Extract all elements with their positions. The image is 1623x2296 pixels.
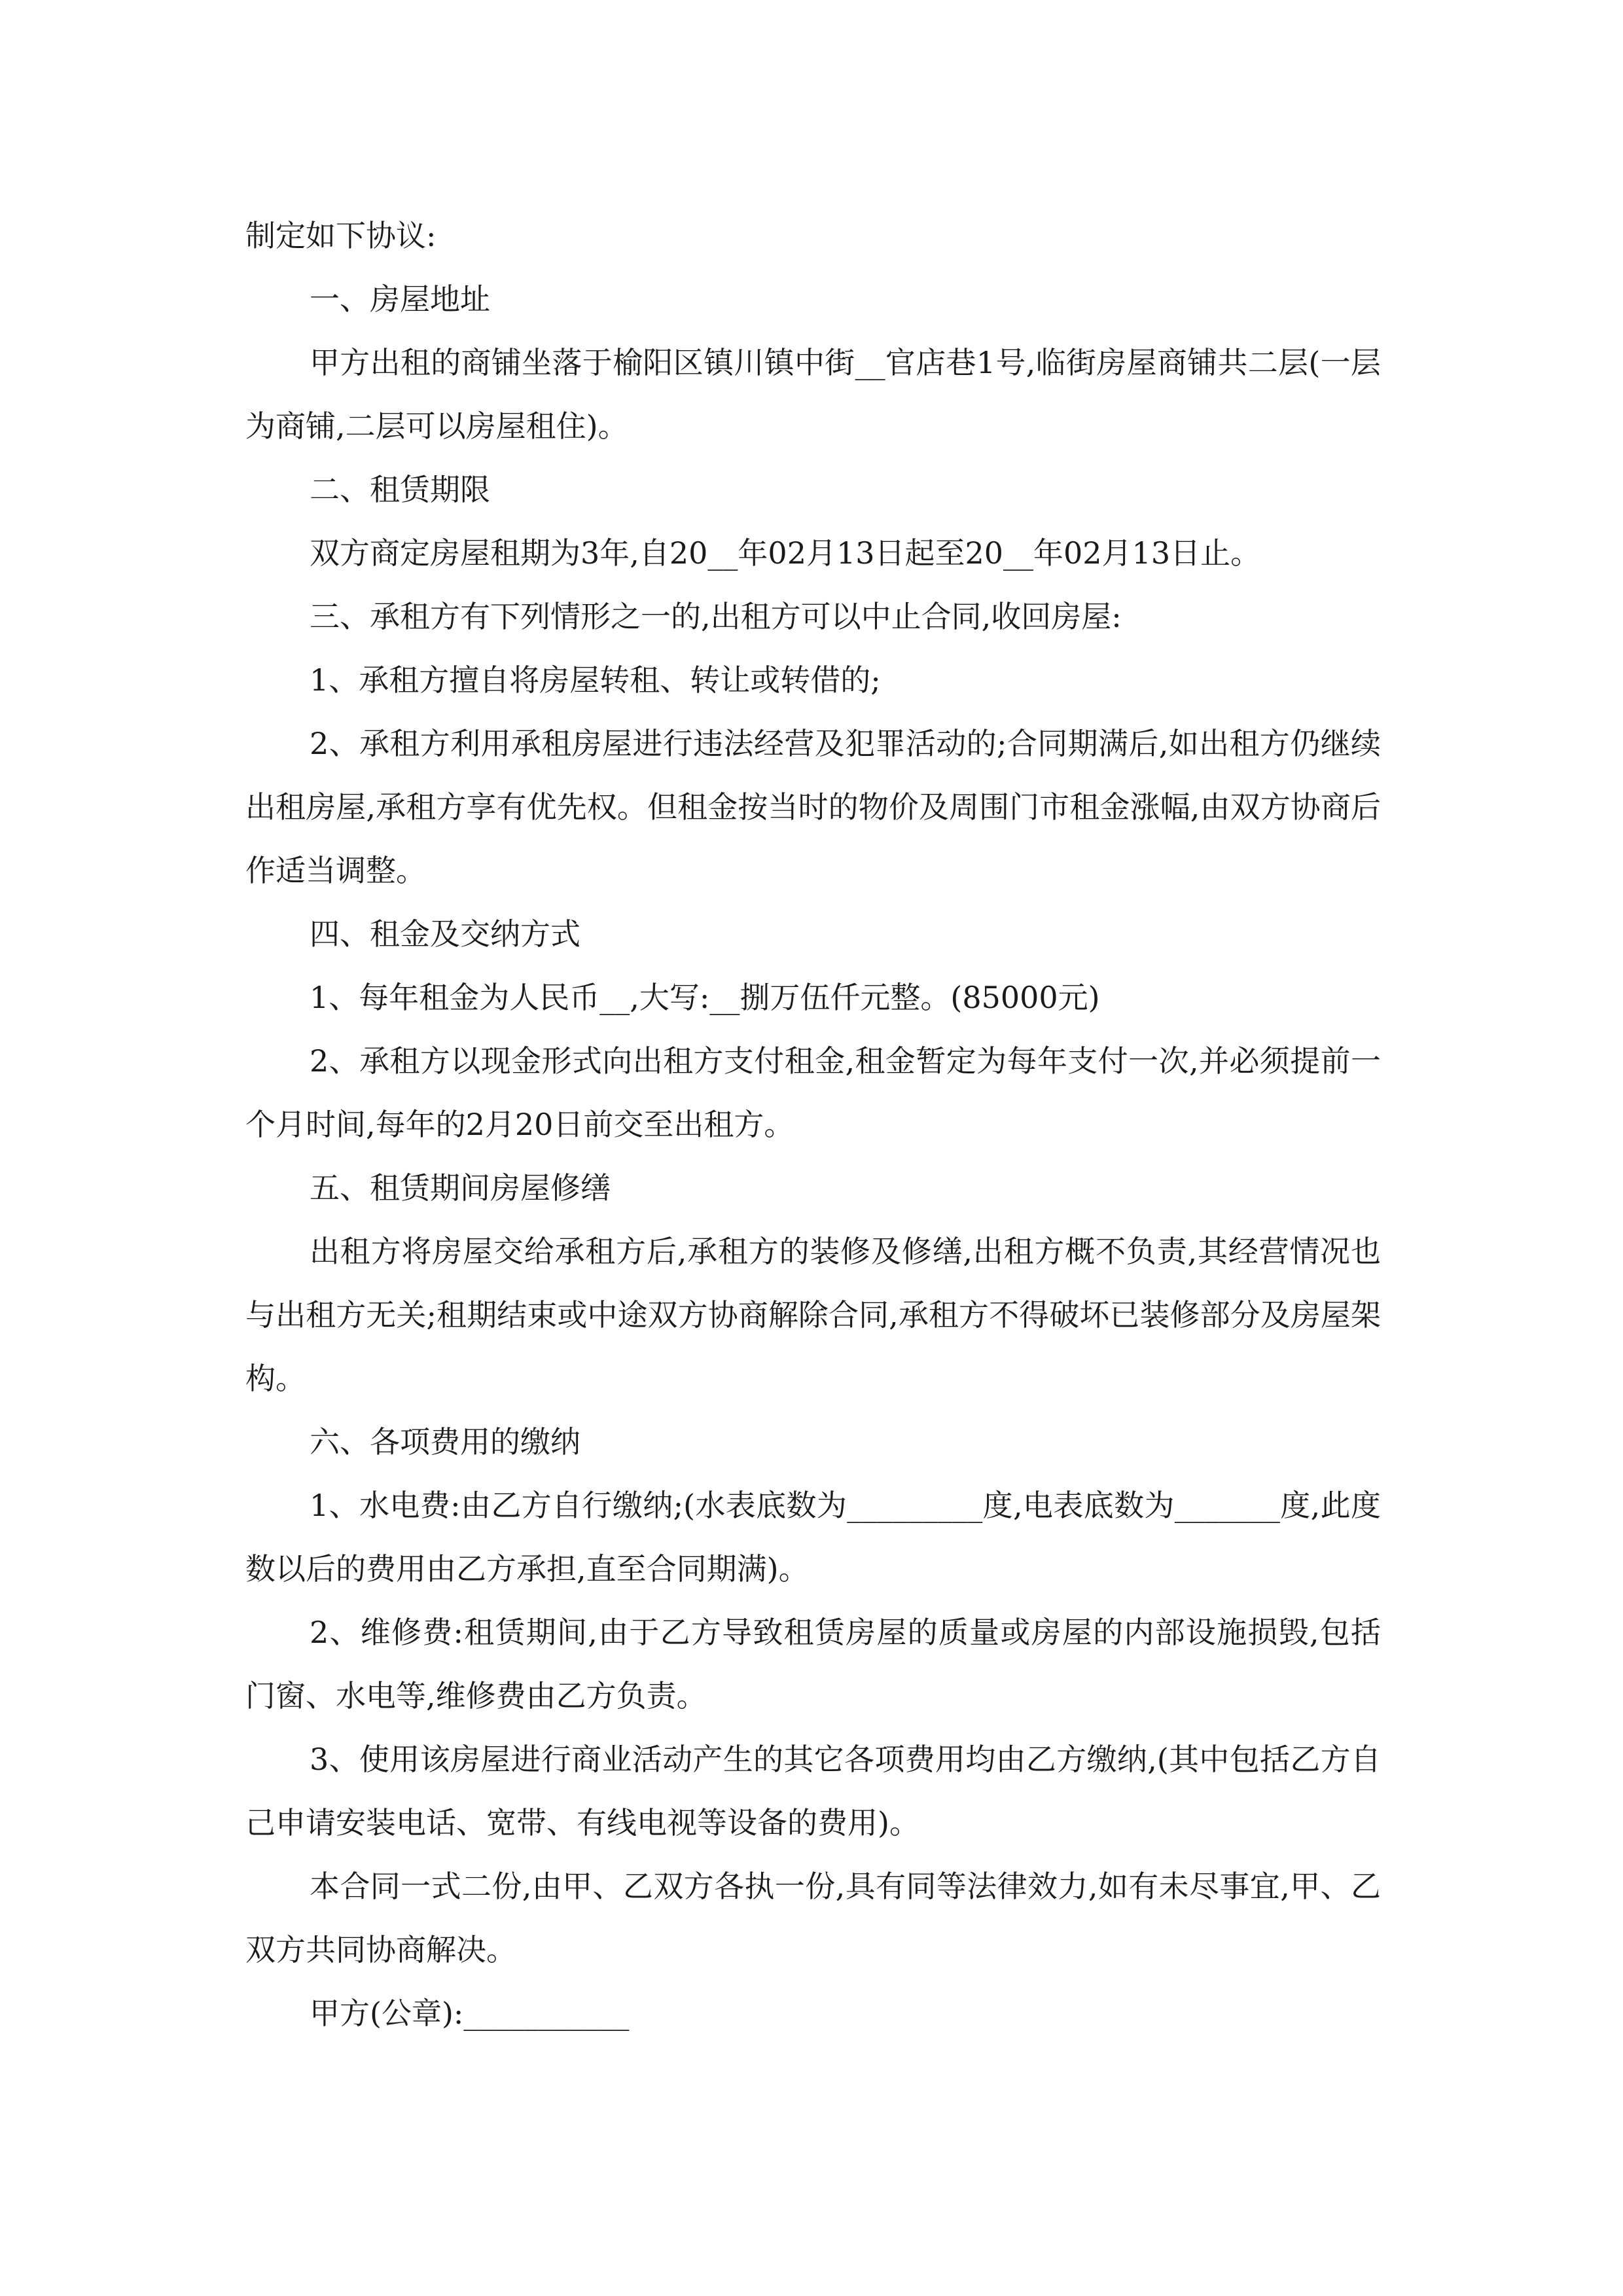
section-heading-fees: 六、各项费用的缴纳 xyxy=(310,1424,580,1460)
clause-rent-1: 1、每年租金为人民币__,大写:__捌万伍仟元整。(85000元) xyxy=(310,980,1100,1015)
section-heading-termination: 三、承租方有下列情形之一的,出租方可以中止合同,收回房屋: xyxy=(310,599,1122,634)
clause-rent-2: 2、承租方以现金形式向出租方支付租金,租金暂定为每年支付一次,并必须提前一个月时间,每年的2月20日前交至出租方。 xyxy=(245,1043,1381,1142)
clause-fees-3: 3、使用该房屋进行商业活动产生的其它各项费用均由乙方缴纳,(其中包括乙方自己申请安装电话、宽带、有线电视等设备的费用)。 xyxy=(245,1742,1381,1840)
section-heading-address: 一、房屋地址 xyxy=(310,281,490,317)
paragraph-address: 甲方出租的商铺坐落于榆阳区镇川镇中街__官店巷1号,临街房屋商铺共二层(一层为商铺,二层可以房屋租住)。 xyxy=(245,345,1381,444)
section-heading-repair: 五、租赁期间房屋修缮 xyxy=(310,1170,611,1206)
signature-party-a: 甲方(公章):___________ xyxy=(310,1996,630,2031)
clause-fees-2: 2、维修费:租赁期间,由于乙方导致租赁房屋的质量或房屋的内部设施损毁,包括门窗、水电等,维修费由乙方负责。 xyxy=(245,1615,1381,1713)
paragraph-copies: 本合同一式二份,由甲、乙双方各执一份,具有同等法律效力,如有未尽事宜,甲、乙双方共同协商解决。 xyxy=(245,1869,1381,1967)
clause-termination-1: 1、承租方擅自将房屋转租、转让或转借的; xyxy=(310,662,881,698)
clause-fees-1: 1、水电费:由乙方自行缴纳;(水表底数为_________度,电表底数为_______度,此度数以后的费用由乙方承担,直至合同期满)。 xyxy=(245,1488,1381,1587)
document-body xyxy=(245,204,1381,2045)
paragraph-term: 双方商定房屋租期为3年,自20__年02月13日起至20__年02月13日止。 xyxy=(310,535,1261,571)
intro-line: 制定如下协议: xyxy=(245,218,437,253)
clause-termination-2: 2、承租方利用承租房屋进行违法经营及犯罪活动的;合同期满后,如出租方仍继续出租房屋,承租方享有优先权。但租金按当时的物价及周围门市租金涨幅,由双方协商后作适当调整。 xyxy=(245,726,1381,888)
paragraph-repair: 出租方将房屋交给承租方后,承租方的装修及修缮,出租方概不负责,其经营情况也与出租方无关;租期结束或中途双方协商解除合同,承租方不得破坏已装修部分及房屋架构。 xyxy=(245,1234,1381,1396)
section-heading-rent: 四、租金及交纳方式 xyxy=(310,916,580,952)
section-heading-term: 二、租赁期限 xyxy=(310,472,490,507)
